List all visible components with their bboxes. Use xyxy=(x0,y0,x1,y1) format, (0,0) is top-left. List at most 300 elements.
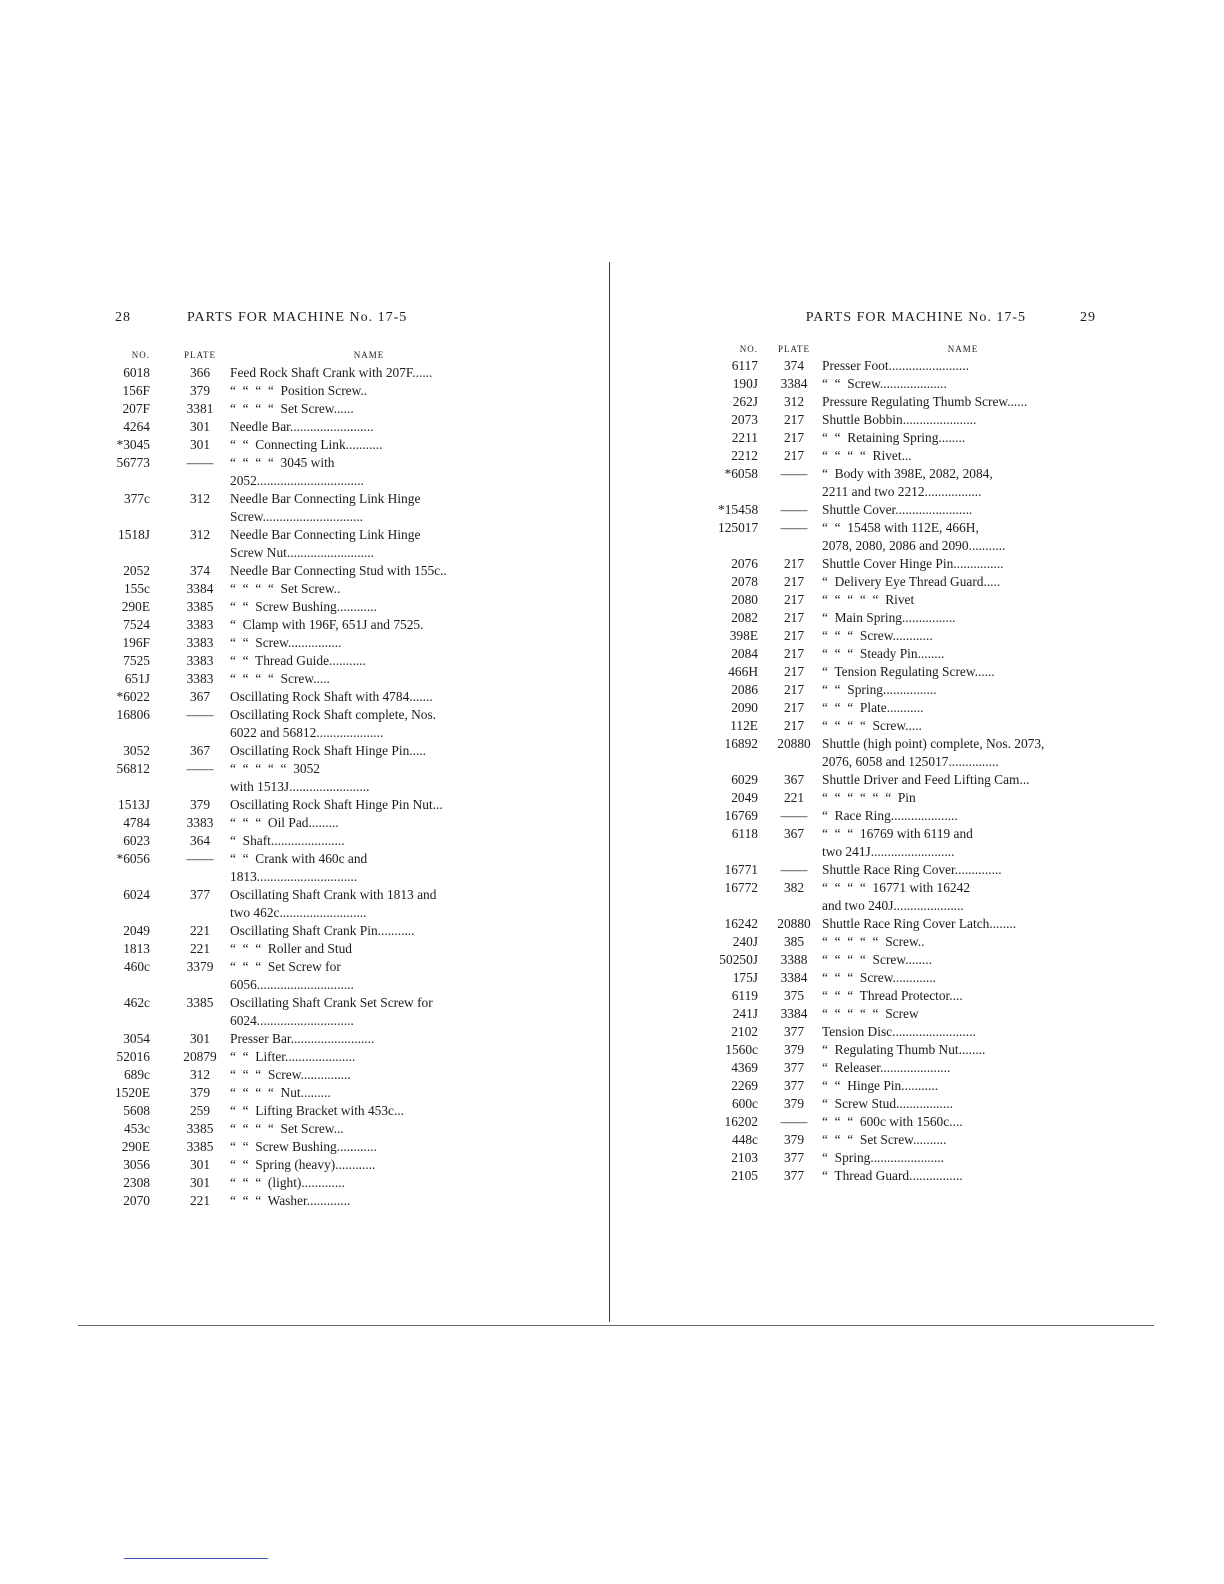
part-number: 6024 xyxy=(123,887,150,902)
part-number: 1560c xyxy=(725,1042,758,1057)
plate-number: 217 xyxy=(783,556,805,571)
plate-number: 217 xyxy=(783,646,805,661)
table-row xyxy=(718,1131,1104,1149)
part-name: “ “ “ “ Screw..... xyxy=(230,671,330,686)
part-name: “ “ “ Screw............... xyxy=(230,1067,351,1082)
plate-number: 3385 xyxy=(186,1121,214,1136)
part-name: “ Releaser..................... xyxy=(822,1060,951,1075)
plate-number: —— xyxy=(186,707,214,722)
part-number: 175J xyxy=(732,970,758,985)
part-number: 2102 xyxy=(731,1024,758,1039)
part-name: Shuttle (high point) complete, Nos. 2073, 2076, 6058 and 125017............... xyxy=(822,736,1045,769)
part-number: 2070 xyxy=(123,1193,150,1208)
part-number: 2073 xyxy=(731,412,758,427)
plate-number: 3385 xyxy=(186,995,214,1010)
plate-number: —— xyxy=(780,1114,808,1129)
table-row xyxy=(718,609,1104,627)
part-name: “ “ “ Oil Pad......... xyxy=(230,815,339,830)
table-row xyxy=(110,940,508,958)
plate-number: 20879 xyxy=(183,1049,217,1064)
part-name: “ “ Screw Bushing............ xyxy=(230,599,377,614)
table-row xyxy=(110,418,508,436)
part-number: 2103 xyxy=(731,1150,758,1165)
part-name: “ Shaft...................... xyxy=(230,833,345,848)
bottom-rule xyxy=(78,1325,1154,1326)
part-name: “ “ “ Set Screw.......... xyxy=(822,1132,947,1147)
plate-number: 221 xyxy=(783,790,805,805)
page-title: PARTS FOR MACHINE No. 17-5 xyxy=(805,310,1026,325)
part-number: 6117 xyxy=(731,358,758,373)
part-number: 16892 xyxy=(724,736,758,751)
table-row xyxy=(110,436,508,454)
part-number: 2078 xyxy=(731,574,758,589)
table-row xyxy=(718,357,1104,375)
table-row xyxy=(110,922,508,940)
part-name: “ Delivery Eye Thread Guard..... xyxy=(822,574,1001,589)
table-row xyxy=(718,591,1104,609)
table-row xyxy=(718,1149,1104,1167)
part-number: 689c xyxy=(123,1067,150,1082)
part-number: 4369 xyxy=(731,1060,758,1075)
part-name: Oscillating Rock Shaft with 4784....... xyxy=(230,689,433,704)
part-number: 2308 xyxy=(123,1175,150,1190)
part-number: 2049 xyxy=(123,923,150,938)
table-row xyxy=(110,1030,508,1048)
part-number: 6029 xyxy=(731,772,758,787)
part-name: “ “ Thread Guide........... xyxy=(230,653,366,668)
part-name: “ Screw Stud................. xyxy=(822,1096,953,1111)
plate-number: —— xyxy=(186,851,214,866)
part-name: “ “ “ “ “ Rivet xyxy=(822,592,915,607)
part-name: “ “ “ “ Rivet... xyxy=(822,448,912,463)
plate-number: 301 xyxy=(189,419,211,434)
plate-number: 217 xyxy=(783,610,805,625)
table-row xyxy=(110,688,508,706)
plate-number: 217 xyxy=(783,718,805,733)
part-number: 16242 xyxy=(724,916,758,931)
part-number: 1813 xyxy=(123,941,150,956)
part-number: 3052 xyxy=(123,743,150,758)
part-number: 2080 xyxy=(731,592,758,607)
table-row xyxy=(718,465,1104,501)
part-name: Needle Bar Connecting Stud with 155c.. xyxy=(230,563,447,578)
part-number: 6023 xyxy=(123,833,150,848)
part-number: 448c xyxy=(731,1132,758,1147)
part-number: 52016 xyxy=(116,1049,150,1064)
part-number: *15458 xyxy=(718,502,759,517)
part-name: “ “ “ Thread Protector.... xyxy=(822,988,963,1003)
part-number: 377c xyxy=(123,491,150,506)
part-name: “ “ “ Screw............ xyxy=(822,628,933,643)
part-number: 2076 xyxy=(731,556,758,571)
part-number: 290E xyxy=(121,599,150,614)
table-row xyxy=(718,393,1104,411)
part-name: “ “ “ “ Nut......... xyxy=(230,1085,331,1100)
table-row xyxy=(718,807,1104,825)
plate-number: 301 xyxy=(189,437,211,452)
part-number: 241J xyxy=(732,1006,758,1021)
table-row xyxy=(110,1138,508,1156)
plate-number: 217 xyxy=(783,430,805,445)
part-name: Shuttle Cover Hinge Pin............... xyxy=(822,556,1004,571)
part-name: “ “ “ (light)............. xyxy=(230,1175,345,1190)
part-number: 466H xyxy=(728,664,758,679)
plate-number: 312 xyxy=(783,394,805,409)
plate-number: 3384 xyxy=(780,1006,808,1021)
part-number: 651J xyxy=(124,671,150,686)
part-name: “ “ “ Roller and Stud xyxy=(230,941,352,956)
parts-list xyxy=(718,357,1104,1185)
part-name: Oscillating Shaft Crank Pin........... xyxy=(230,923,415,938)
part-number: 2086 xyxy=(731,682,758,697)
table-row xyxy=(110,760,508,796)
part-number: 262J xyxy=(732,394,758,409)
part-number: 6118 xyxy=(731,826,758,841)
part-name: “ “ Retaining Spring........ xyxy=(822,430,966,445)
plate-number: 3379 xyxy=(186,959,214,974)
part-number: 462c xyxy=(123,995,150,1010)
part-number: 196F xyxy=(122,635,150,650)
table-row xyxy=(110,1102,508,1120)
table-row xyxy=(718,699,1104,717)
part-name: Shuttle Race Ring Cover Latch........ xyxy=(822,916,1017,931)
part-number: 453c xyxy=(123,1121,150,1136)
table-row xyxy=(718,1005,1104,1023)
part-name: “ “ “ “ Set Screw...... xyxy=(230,401,354,416)
part-number: 2212 xyxy=(731,448,758,463)
part-name: “ “ “ “ 3045 with 2052................................ xyxy=(230,455,364,488)
part-name: “ “ “ “ Set Screw... xyxy=(230,1121,344,1136)
plate-number: 375 xyxy=(783,988,805,1003)
table-row xyxy=(718,627,1104,645)
part-name: “ Thread Guard................ xyxy=(822,1168,963,1183)
part-number: 2090 xyxy=(731,700,758,715)
part-number: 2052 xyxy=(123,563,150,578)
part-name: Oscillating Shaft Crank Set Screw for 6024............................. xyxy=(230,995,433,1028)
part-number: 2211 xyxy=(731,430,758,445)
plate-number: 379 xyxy=(783,1042,805,1057)
part-name: “ “ “ 16769 with 6119 and two 241J......................... xyxy=(822,826,973,859)
table-row xyxy=(718,969,1104,987)
table-row xyxy=(110,598,508,616)
plate-number: 377 xyxy=(783,1078,805,1093)
part-name: “ “ “ “ “ Screw.. xyxy=(822,934,925,949)
plate-number: 217 xyxy=(783,664,805,679)
plate-number: 367 xyxy=(783,772,805,787)
part-number: 2082 xyxy=(731,610,758,625)
plate-number: 382 xyxy=(783,880,805,895)
part-number: 460c xyxy=(123,959,150,974)
column-header-name: NAME xyxy=(353,350,385,360)
part-number: 50250J xyxy=(719,952,758,967)
part-number: 4784 xyxy=(123,815,150,830)
part-name: “ “ Screw Bushing............ xyxy=(230,1139,377,1154)
table-row xyxy=(718,1113,1104,1131)
table-row xyxy=(110,454,508,490)
part-name: “ “ “ Washer............. xyxy=(230,1193,351,1208)
plate-number: 3384 xyxy=(186,581,214,596)
part-name: “ “ “ Set Screw for 6056............................. xyxy=(230,959,354,992)
plate-number: 379 xyxy=(783,1132,805,1147)
part-name: “ “ Screw................ xyxy=(230,635,342,650)
part-name: “ “ 15458 with 112E, 466H, 2078, 2080, 2086 and 2090........... xyxy=(822,520,1006,553)
part-name: Presser Foot........................ xyxy=(822,358,969,373)
part-number: 5608 xyxy=(123,1103,150,1118)
part-name: “ “ “ Screw............. xyxy=(822,970,937,985)
plate-number: 3383 xyxy=(186,653,214,668)
table-row xyxy=(718,717,1104,735)
table-row xyxy=(110,382,508,400)
table-row xyxy=(110,832,508,850)
part-number: 112E xyxy=(730,718,758,733)
table-row xyxy=(110,562,508,580)
table-row xyxy=(110,1174,508,1192)
table-row xyxy=(718,681,1104,699)
part-number: 3054 xyxy=(123,1031,150,1046)
part-number: 2049 xyxy=(731,790,758,805)
part-number: 16806 xyxy=(116,707,150,722)
table-row xyxy=(110,1084,508,1102)
table-row xyxy=(718,519,1104,555)
part-number: 3056 xyxy=(123,1157,150,1172)
part-name: “ “ “ “ “ Screw xyxy=(822,1006,919,1021)
plate-number: 217 xyxy=(783,628,805,643)
table-row xyxy=(718,447,1104,465)
plate-number: 374 xyxy=(783,358,805,373)
part-number: 1520E xyxy=(115,1085,150,1100)
part-number: 16202 xyxy=(724,1114,758,1129)
right-page-header xyxy=(718,310,1104,330)
part-number: 155c xyxy=(123,581,150,596)
page-number: 28 xyxy=(115,310,131,325)
column-header-plate: PLATE xyxy=(184,350,216,360)
table-row xyxy=(110,670,508,688)
table-row xyxy=(110,400,508,418)
plate-number: 301 xyxy=(189,1031,211,1046)
page-number: 29 xyxy=(1080,310,1096,325)
column-header-name: NAME xyxy=(947,344,979,354)
table-row xyxy=(718,1059,1104,1077)
part-name: “ “ “ Plate........... xyxy=(822,700,924,715)
part-number: 2105 xyxy=(731,1168,758,1183)
part-number: 156F xyxy=(122,383,150,398)
part-name: Oscillating Rock Shaft Hinge Pin..... xyxy=(230,743,427,758)
plate-number: 3383 xyxy=(186,617,214,632)
parts-list xyxy=(110,364,508,1210)
plate-number: 312 xyxy=(189,527,211,542)
plate-number: 217 xyxy=(783,682,805,697)
table-row xyxy=(718,555,1104,573)
left-page-header xyxy=(110,310,508,330)
table-row xyxy=(110,796,508,814)
plate-number: 3383 xyxy=(186,815,214,830)
table-row xyxy=(718,951,1104,969)
column-headers xyxy=(718,344,1104,358)
part-number: 16771 xyxy=(724,862,758,877)
part-name: Pressure Regulating Thumb Screw...... xyxy=(822,394,1028,409)
table-row xyxy=(110,490,508,526)
table-row xyxy=(718,429,1104,447)
table-row xyxy=(718,663,1104,681)
part-name: Needle Bar......................... xyxy=(230,419,374,434)
plate-number: 3388 xyxy=(780,952,808,967)
part-name: Oscillating Shaft Crank with 1813 and two 462c.......................... xyxy=(230,887,437,920)
part-number: 125017 xyxy=(718,520,759,535)
table-row xyxy=(718,825,1104,861)
part-name: “ Regulating Thumb Nut........ xyxy=(822,1042,986,1057)
part-number: 290E xyxy=(121,1139,150,1154)
plate-number: 217 xyxy=(783,412,805,427)
part-number: 1513J xyxy=(118,797,150,812)
plate-number: —— xyxy=(780,862,808,877)
part-number: 240J xyxy=(732,934,758,949)
part-number: *3045 xyxy=(116,437,150,452)
table-row xyxy=(718,1167,1104,1185)
plate-number: 379 xyxy=(189,797,211,812)
plate-number: 377 xyxy=(189,887,211,902)
table-row xyxy=(110,886,508,922)
part-number: *6022 xyxy=(116,689,150,704)
column-headers xyxy=(110,350,508,364)
table-row xyxy=(110,850,508,886)
part-number: 7525 xyxy=(123,653,150,668)
part-name: Shuttle Driver and Feed Lifting Cam... xyxy=(822,772,1030,787)
plate-number: —— xyxy=(780,520,808,535)
plate-number: 367 xyxy=(783,826,805,841)
plate-number: 312 xyxy=(189,1067,211,1082)
part-name: “ “ “ “ Screw........ xyxy=(822,952,932,967)
table-row xyxy=(718,411,1104,429)
plate-number: 385 xyxy=(783,934,805,949)
plate-number: 377 xyxy=(783,1168,805,1183)
plate-number: 217 xyxy=(783,700,805,715)
part-name: Shuttle Cover....................... xyxy=(822,502,973,517)
footer-link-underline xyxy=(124,1558,268,1559)
plate-number: 364 xyxy=(189,833,211,848)
part-number: 207F xyxy=(122,401,150,416)
table-row xyxy=(718,915,1104,933)
plate-number: 20880 xyxy=(777,736,811,751)
table-row xyxy=(718,861,1104,879)
part-name: “ “ “ “ “ 3052 with 1513J........................ xyxy=(230,761,370,794)
plate-number: 379 xyxy=(189,383,211,398)
table-row xyxy=(718,771,1104,789)
plate-number: —— xyxy=(780,502,808,517)
part-name: “ “ Hinge Pin........... xyxy=(822,1078,939,1093)
plate-number: 301 xyxy=(189,1157,211,1172)
part-number: 56812 xyxy=(116,761,150,776)
part-number: 6018 xyxy=(123,365,150,380)
part-name: Needle Bar Connecting Link Hinge Screw Nut.......................... xyxy=(230,527,421,560)
plate-number: 301 xyxy=(189,1175,211,1190)
plate-number: 374 xyxy=(189,563,211,578)
plate-number: 259 xyxy=(189,1103,211,1118)
part-name: Shuttle Bobbin...................... xyxy=(822,412,977,427)
part-number: *6056 xyxy=(116,851,150,866)
plate-number: 379 xyxy=(783,1096,805,1111)
table-row xyxy=(718,987,1104,1005)
part-name: “ Body with 398E, 2082, 2084, 2211 and two 2212................. xyxy=(822,466,993,499)
page-title: PARTS FOR MACHINE No. 17-5 xyxy=(187,310,408,325)
table-row xyxy=(110,1120,508,1138)
plate-number: 312 xyxy=(189,491,211,506)
part-number: 56773 xyxy=(116,455,150,470)
part-name: “ Race Ring.................... xyxy=(822,808,958,823)
part-name: “ “ “ Steady Pin........ xyxy=(822,646,945,661)
part-name: “ “ “ “ 16771 with 16242 and two 240J..................... xyxy=(822,880,971,913)
plate-number: 379 xyxy=(189,1085,211,1100)
table-row xyxy=(718,933,1104,951)
part-name: “ “ Connecting Link........... xyxy=(230,437,383,452)
plate-number: 3385 xyxy=(186,599,214,614)
table-row xyxy=(718,1023,1104,1041)
table-row xyxy=(718,645,1104,663)
table-row xyxy=(110,994,508,1030)
table-row xyxy=(110,1192,508,1210)
part-number: *6058 xyxy=(724,466,758,481)
part-number: 1518J xyxy=(118,527,150,542)
plate-number: 3383 xyxy=(186,671,214,686)
table-row xyxy=(718,879,1104,915)
plate-number: 217 xyxy=(783,448,805,463)
plate-number: 3384 xyxy=(780,376,808,391)
plate-number: 377 xyxy=(783,1150,805,1165)
table-row xyxy=(718,1095,1104,1113)
part-name: Tension Disc......................... xyxy=(822,1024,976,1039)
part-name: Presser Bar......................... xyxy=(230,1031,375,1046)
column-header-no: NO. xyxy=(739,344,758,354)
table-row xyxy=(110,958,508,994)
table-row xyxy=(110,706,508,742)
plate-number: 221 xyxy=(189,941,211,956)
table-row xyxy=(718,1041,1104,1059)
table-row xyxy=(718,501,1104,519)
part-name: “ “ “ “ Screw..... xyxy=(822,718,922,733)
plate-number: 217 xyxy=(783,592,805,607)
table-row xyxy=(110,526,508,562)
plate-number: 3381 xyxy=(186,401,214,416)
table-row xyxy=(110,1066,508,1084)
plate-number: 366 xyxy=(189,365,211,380)
part-name: “ Tension Regulating Screw...... xyxy=(822,664,995,679)
plate-number: —— xyxy=(186,455,214,470)
part-name: Needle Bar Connecting Link Hinge Screw.............................. xyxy=(230,491,421,524)
part-number: 398E xyxy=(729,628,758,643)
plate-number: 3384 xyxy=(780,970,808,985)
part-name: “ “ Spring................ xyxy=(822,682,937,697)
table-row xyxy=(110,580,508,598)
part-number: 4264 xyxy=(123,419,150,434)
part-name: “ “ Crank with 460c and 1813.............................. xyxy=(230,851,368,884)
part-number: 16772 xyxy=(724,880,758,895)
part-name: “ Clamp with 196F, 651J and 7525. xyxy=(230,617,424,632)
part-name: “ “ Lifting Bracket with 453c... xyxy=(230,1103,405,1118)
table-row xyxy=(110,364,508,382)
table-row xyxy=(110,742,508,760)
plate-number: 221 xyxy=(189,1193,211,1208)
table-row xyxy=(110,1048,508,1066)
part-name: Shuttle Race Ring Cover.............. xyxy=(822,862,1002,877)
part-name: “ “ “ “ Set Screw.. xyxy=(230,581,341,596)
column-header-no: NO. xyxy=(131,350,150,360)
part-number: 16769 xyxy=(724,808,758,823)
table-row xyxy=(718,789,1104,807)
plate-number: 377 xyxy=(783,1024,805,1039)
plate-number: 377 xyxy=(783,1060,805,1075)
plate-number: 20880 xyxy=(777,916,811,931)
table-row xyxy=(718,735,1104,771)
part-name: “ “ “ “ Position Screw.. xyxy=(230,383,368,398)
